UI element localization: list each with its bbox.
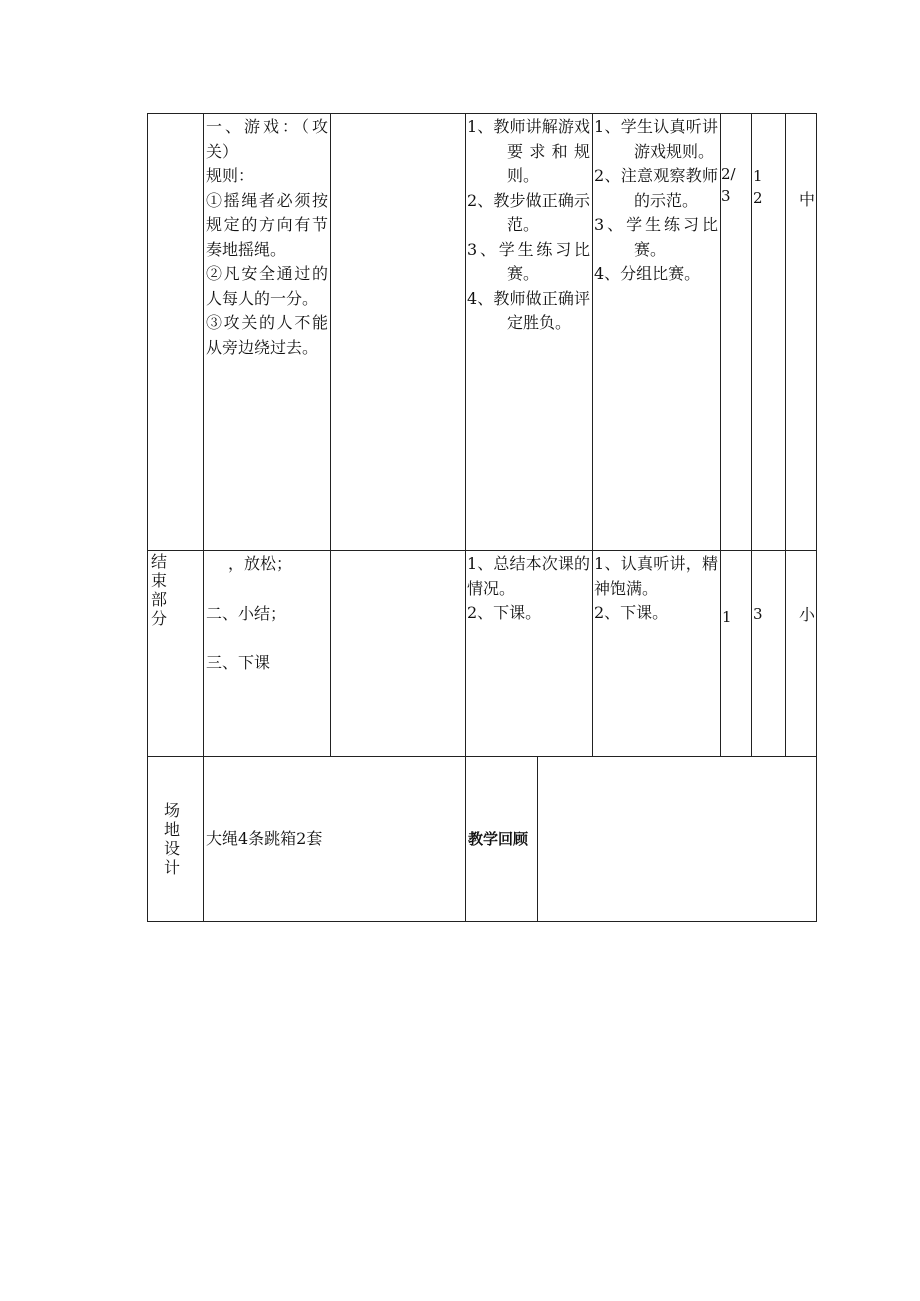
game-student-1: 1、学生认真听讲游戏规则。: [594, 117, 718, 161]
ending-item-3: 三、下课: [206, 653, 271, 672]
review-label: 教学回顾: [468, 830, 529, 848]
col-divider-review: [537, 756, 538, 922]
row-divider-2: [147, 756, 817, 757]
game-time-cell: [721, 163, 741, 207]
ending-intensity-cell: [799, 603, 817, 628]
game-student-2: 2、注意观察教师的示范。: [594, 166, 718, 210]
venue-content-cell: [206, 827, 461, 852]
game-student-cell: [594, 115, 718, 287]
table-border-left: [147, 113, 148, 922]
ending-time-cell: [722, 605, 742, 630]
game-rule-3: ③攻关的人不能从旁边绕过去。: [206, 313, 328, 357]
ending-student-cell: [594, 552, 718, 626]
ending-content-cell: [206, 552, 328, 676]
col-divider-4: [592, 113, 593, 757]
game-rules-heading: 规则：: [206, 166, 255, 185]
game-teacher-2: 2、教步做正确示范。: [467, 190, 590, 234]
col-divider-5: [720, 113, 721, 757]
ending-teacher-1: 1、总结本次课的情况。: [467, 554, 590, 598]
game-count: 12: [753, 167, 763, 207]
game-count-cell: [753, 165, 763, 209]
table-border-bottom: [147, 921, 817, 922]
table-border-right: [816, 113, 817, 922]
game-teacher-4: 4、教师做正确评定胜负。: [467, 288, 590, 332]
game-student-3: 3、学生练习比赛。: [594, 215, 718, 259]
game-content-cell: [206, 115, 328, 360]
col-divider-3: [465, 113, 466, 922]
game-time: 2/3: [721, 165, 736, 205]
col-divider-2: [330, 113, 331, 757]
row-divider-1: [147, 550, 817, 551]
ending-count-cell: [753, 602, 773, 627]
game-title: 一、游戏：（攻关）: [206, 117, 328, 161]
ending-teacher-cell: [467, 552, 590, 626]
game-intensity-cell: [799, 188, 817, 213]
ending-section-label: 结束部分: [151, 552, 168, 628]
game-teacher-cell: [467, 115, 590, 336]
ending-time: 1: [722, 608, 732, 626]
col-divider-1: [203, 113, 204, 922]
review-value-cell: [540, 760, 812, 918]
review-label-cell: [468, 827, 536, 852]
ending-student-1: 1、认真听讲，精神饱满。: [594, 554, 718, 598]
table-border-top: [147, 113, 817, 114]
ending-student-2: 2、下课。: [594, 603, 669, 622]
game-intensity: 中: [799, 190, 816, 209]
col-divider-7: [785, 113, 786, 757]
ending-count: 3: [753, 605, 763, 623]
game-rule-2: ②凡安全通过的人每人的一分。: [206, 264, 328, 308]
ending-item-1: ，放松；: [228, 554, 293, 573]
col-divider-6: [751, 113, 752, 757]
game-student-4: 4、分组比赛。: [594, 264, 701, 283]
venue-section-label: 场地设计: [164, 801, 181, 877]
venue-content: 大绳4条跳箱2套: [206, 829, 323, 848]
ending-item-2: 二、小结；: [206, 603, 287, 623]
ending-teacher-2: 2、下课。: [467, 603, 542, 622]
game-teacher-3: 3、学生练习比赛。: [467, 239, 590, 283]
game-rule-1: ①摇绳者必须按规定的方向有节奏地摇绳。: [206, 190, 328, 259]
game-teacher-1: 1、教师讲解游戏要求和规则。: [467, 117, 590, 185]
ending-intensity: 小: [799, 605, 816, 624]
